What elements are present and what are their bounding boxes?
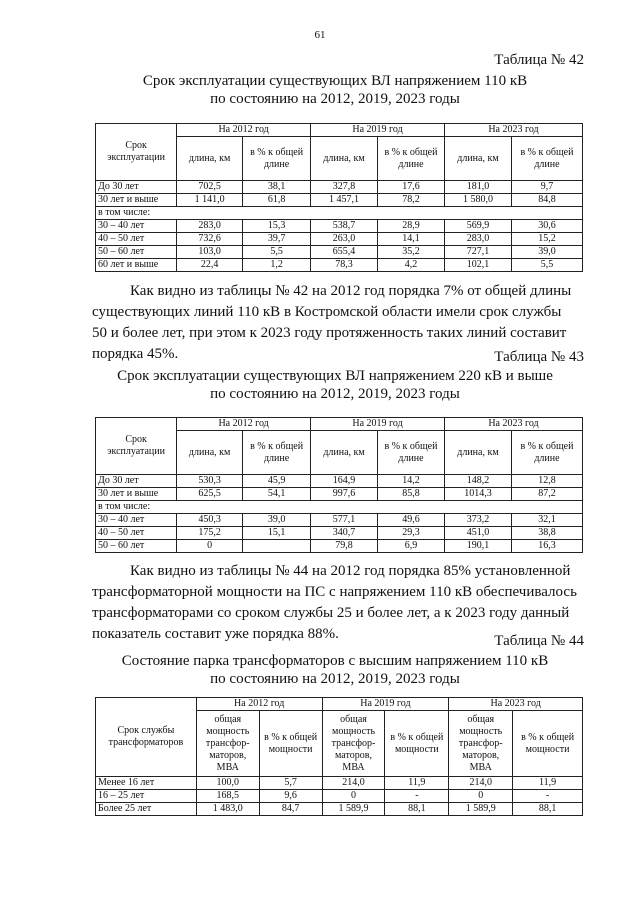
cell: 15,3 (243, 220, 311, 233)
header-percent: в % к общей длине (378, 431, 445, 475)
cell: 11,9 (385, 777, 449, 790)
header-percent: в % к общей мощности (259, 711, 322, 777)
cell: 569,9 (444, 220, 511, 233)
cell: 577,1 (311, 514, 378, 527)
table-row (96, 259, 583, 272)
cell: 1 457,1 (311, 194, 378, 207)
table-row (96, 488, 583, 501)
including-label: в том числе: (96, 207, 583, 220)
cell: 38,8 (511, 527, 582, 540)
header-2012: На 2012 год (196, 698, 322, 711)
cell: 6,9 (378, 540, 445, 553)
cell: До 30 лет (96, 475, 177, 488)
table-42-number: Таблица № 42 (494, 52, 584, 68)
cell: 5,5 (243, 246, 311, 259)
cell: 87,2 (511, 488, 582, 501)
table-row (96, 501, 583, 514)
table-44-title-line1: Состояние парка трансформаторов с высшим напряжением 110 кВ (121, 653, 549, 669)
cell: 49,6 (378, 514, 445, 527)
cell: 263,0 (311, 233, 378, 246)
header-term: Срок эксплуатации (96, 124, 177, 181)
cell: 5,5 (511, 259, 582, 272)
cell: 45,9 (243, 475, 311, 488)
cell: 60 лет и выше (96, 259, 177, 272)
paragraph-2-line3: трансформаторами со сроком службы 25 и более лет, а к 2023 году данный (92, 605, 570, 621)
cell: 1,2 (243, 259, 311, 272)
cell: 0 (322, 790, 385, 803)
table-row (96, 220, 583, 233)
cell: 39,0 (511, 246, 582, 259)
table-row (96, 181, 583, 194)
cell: 15,2 (511, 233, 582, 246)
table-row (96, 540, 583, 553)
cell: 373,2 (444, 514, 511, 527)
cell: 22,4 (177, 259, 243, 272)
cell: 655,4 (311, 246, 378, 259)
cell (243, 540, 311, 553)
cell: 40 – 50 лет (96, 527, 177, 540)
cell: 29,3 (378, 527, 445, 540)
header-length: длина, км (444, 137, 511, 181)
cell: 16 – 25 лет (96, 790, 197, 803)
header-power: общая мощность трансфор-маторов, МВА (322, 711, 385, 777)
paragraph-2-line4: показатель составит уже порядка 88%. (92, 626, 339, 642)
header-2012: На 2012 год (177, 124, 311, 137)
header-percent: в % к общей мощности (385, 711, 449, 777)
cell: 35,2 (378, 246, 445, 259)
cell: Более 25 лет (96, 803, 197, 816)
cell: 164,9 (311, 475, 378, 488)
paragraph-1-line1: Как видно из таблицы № 42 на 2012 год порядка 7% от общей длины (130, 283, 572, 299)
cell: 1014,3 (444, 488, 511, 501)
header-percent: в % к общей длине (243, 137, 311, 181)
cell: 340,7 (311, 527, 378, 540)
cell: 168,5 (196, 790, 259, 803)
header-length: длина, км (177, 431, 243, 475)
cell: 15,1 (243, 527, 311, 540)
table-43-title (95, 367, 575, 403)
paragraph-1-line4: порядка 45%. (92, 346, 179, 362)
cell: 4,2 (378, 259, 445, 272)
cell: 530,3 (177, 475, 243, 488)
cell: 181,0 (444, 181, 511, 194)
header-percent: в % к общей длине (511, 137, 582, 181)
cell: 28,9 (378, 220, 445, 233)
cell: 39,0 (243, 514, 311, 527)
header-2019: На 2019 год (322, 698, 449, 711)
cell: 103,0 (177, 246, 243, 259)
cell: 102,1 (444, 259, 511, 272)
cell: 14,1 (378, 233, 445, 246)
cell: 32,1 (511, 514, 582, 527)
cell: 538,7 (311, 220, 378, 233)
cell: 9,7 (511, 181, 582, 194)
cell: 54,1 (243, 488, 311, 501)
cell: 85,8 (378, 488, 445, 501)
cell: 702,5 (177, 181, 243, 194)
header-2023: На 2023 год (444, 418, 582, 431)
header-length: длина, км (311, 137, 378, 181)
header-length: длина, км (444, 431, 511, 475)
cell: 11,9 (513, 777, 583, 790)
cell: 50 – 60 лет (96, 540, 177, 553)
table-43-number: Таблица № 43 (494, 349, 584, 365)
page-number: 61 (314, 29, 326, 41)
cell: 214,0 (449, 777, 513, 790)
cell: 39,7 (243, 233, 311, 246)
table-row (96, 514, 583, 527)
cell: 214,0 (322, 777, 385, 790)
cell: 727,1 (444, 246, 511, 259)
cell: 283,0 (444, 233, 511, 246)
cell: 16,3 (511, 540, 582, 553)
cell: - (513, 790, 583, 803)
header-percent: в % к общей мощности (513, 711, 583, 777)
table-42-title-line1: Срок эксплуатации существующих ВЛ напряжением 110 кВ (142, 73, 528, 89)
cell: 327,8 (311, 181, 378, 194)
cell: 40 – 50 лет (96, 233, 177, 246)
header-length: длина, км (311, 431, 378, 475)
cell: 30 лет и выше (96, 488, 177, 501)
cell: 0 (449, 790, 513, 803)
cell: 1 483,0 (196, 803, 259, 816)
header-power: общая мощность трансфор-маторов, МВА (449, 711, 513, 777)
header-2019: На 2019 год (311, 124, 445, 137)
cell: 61,8 (243, 194, 311, 207)
table-43-title-line1: Срок эксплуатации существующих ВЛ напряжением 220 кВ и выше (117, 368, 553, 384)
cell: 148,2 (444, 475, 511, 488)
table-44-title (95, 652, 575, 688)
cell: 78,3 (311, 259, 378, 272)
cell: 78,2 (378, 194, 445, 207)
cell: 38,1 (243, 181, 311, 194)
cell: Менее 16 лет (96, 777, 197, 790)
cell: 625,5 (177, 488, 243, 501)
cell: 283,0 (177, 220, 243, 233)
table-row (96, 233, 583, 246)
header-2023: На 2023 год (444, 124, 582, 137)
cell: 1 589,9 (322, 803, 385, 816)
header-term: Срок эксплуатации (96, 418, 177, 475)
header-percent: в % к общей длине (378, 137, 445, 181)
cell: 30 – 40 лет (96, 220, 177, 233)
cell: 451,0 (444, 527, 511, 540)
cell: 450,3 (177, 514, 243, 527)
cell: 88,1 (385, 803, 449, 816)
table-row (96, 777, 583, 790)
table-42-title-line2: по состоянию на 2012, 2019, 2023 годы (210, 91, 460, 107)
cell: 17,6 (378, 181, 445, 194)
paragraph-1-line2: существующих линий 110 кВ в Костромской области имели срок службы (92, 304, 562, 320)
cell: 1 141,0 (177, 194, 243, 207)
cell: 175,2 (177, 527, 243, 540)
header-2012: На 2012 год (177, 418, 311, 431)
cell: 30 – 40 лет (96, 514, 177, 527)
table-42 (95, 123, 583, 272)
cell: 12,8 (511, 475, 582, 488)
table-row (96, 790, 583, 803)
paragraph-2-line2: трансформаторной мощности на ПС с напряжением 110 кВ обеспечивалось (92, 584, 577, 600)
table-row (96, 475, 583, 488)
table-row (96, 803, 583, 816)
table-44-number: Таблица № 44 (494, 633, 584, 649)
cell: 997,6 (311, 488, 378, 501)
table-row (96, 527, 583, 540)
cell: - (385, 790, 449, 803)
table-44 (95, 697, 583, 816)
cell: 190,1 (444, 540, 511, 553)
cell: До 30 лет (96, 181, 177, 194)
table-row (96, 207, 583, 220)
cell: 100,0 (196, 777, 259, 790)
cell: 14,2 (378, 475, 445, 488)
table-row (96, 194, 583, 207)
cell: 84,8 (511, 194, 582, 207)
table-43-title-line2: по состоянию на 2012, 2019, 2023 годы (210, 386, 460, 402)
cell: 1 589,9 (449, 803, 513, 816)
cell: 5,7 (259, 777, 322, 790)
cell: 9,6 (259, 790, 322, 803)
cell: 30 лет и выше (96, 194, 177, 207)
paragraph-1-line3: 50 и более лет, при этом к 2023 году протяженность таких линий составит (92, 325, 567, 341)
cell: 50 – 60 лет (96, 246, 177, 259)
cell: 84,7 (259, 803, 322, 816)
cell: 30,6 (511, 220, 582, 233)
table-44-title-line2: по состоянию на 2012, 2019, 2023 годы (210, 671, 460, 687)
header-term: Срок службы трансформаторов (96, 698, 197, 777)
cell: 1 580,0 (444, 194, 511, 207)
header-2023: На 2023 год (449, 698, 583, 711)
table-43 (95, 417, 583, 553)
including-label: в том числе: (96, 501, 583, 514)
header-percent: в % к общей длине (511, 431, 582, 475)
header-2019: На 2019 год (311, 418, 445, 431)
table-row (96, 246, 583, 259)
header-percent: в % к общей длине (243, 431, 311, 475)
header-power: общая мощность трансфор-маторов, МВА (196, 711, 259, 777)
cell: 88,1 (513, 803, 583, 816)
table-42-title (95, 72, 575, 108)
cell: 732,6 (177, 233, 243, 246)
header-length: длина, км (177, 137, 243, 181)
cell: 79,8 (311, 540, 378, 553)
paragraph-2-line1: Как видно из таблицы № 44 на 2012 год порядка 85% установленной (130, 563, 571, 579)
cell: 0 (177, 540, 243, 553)
